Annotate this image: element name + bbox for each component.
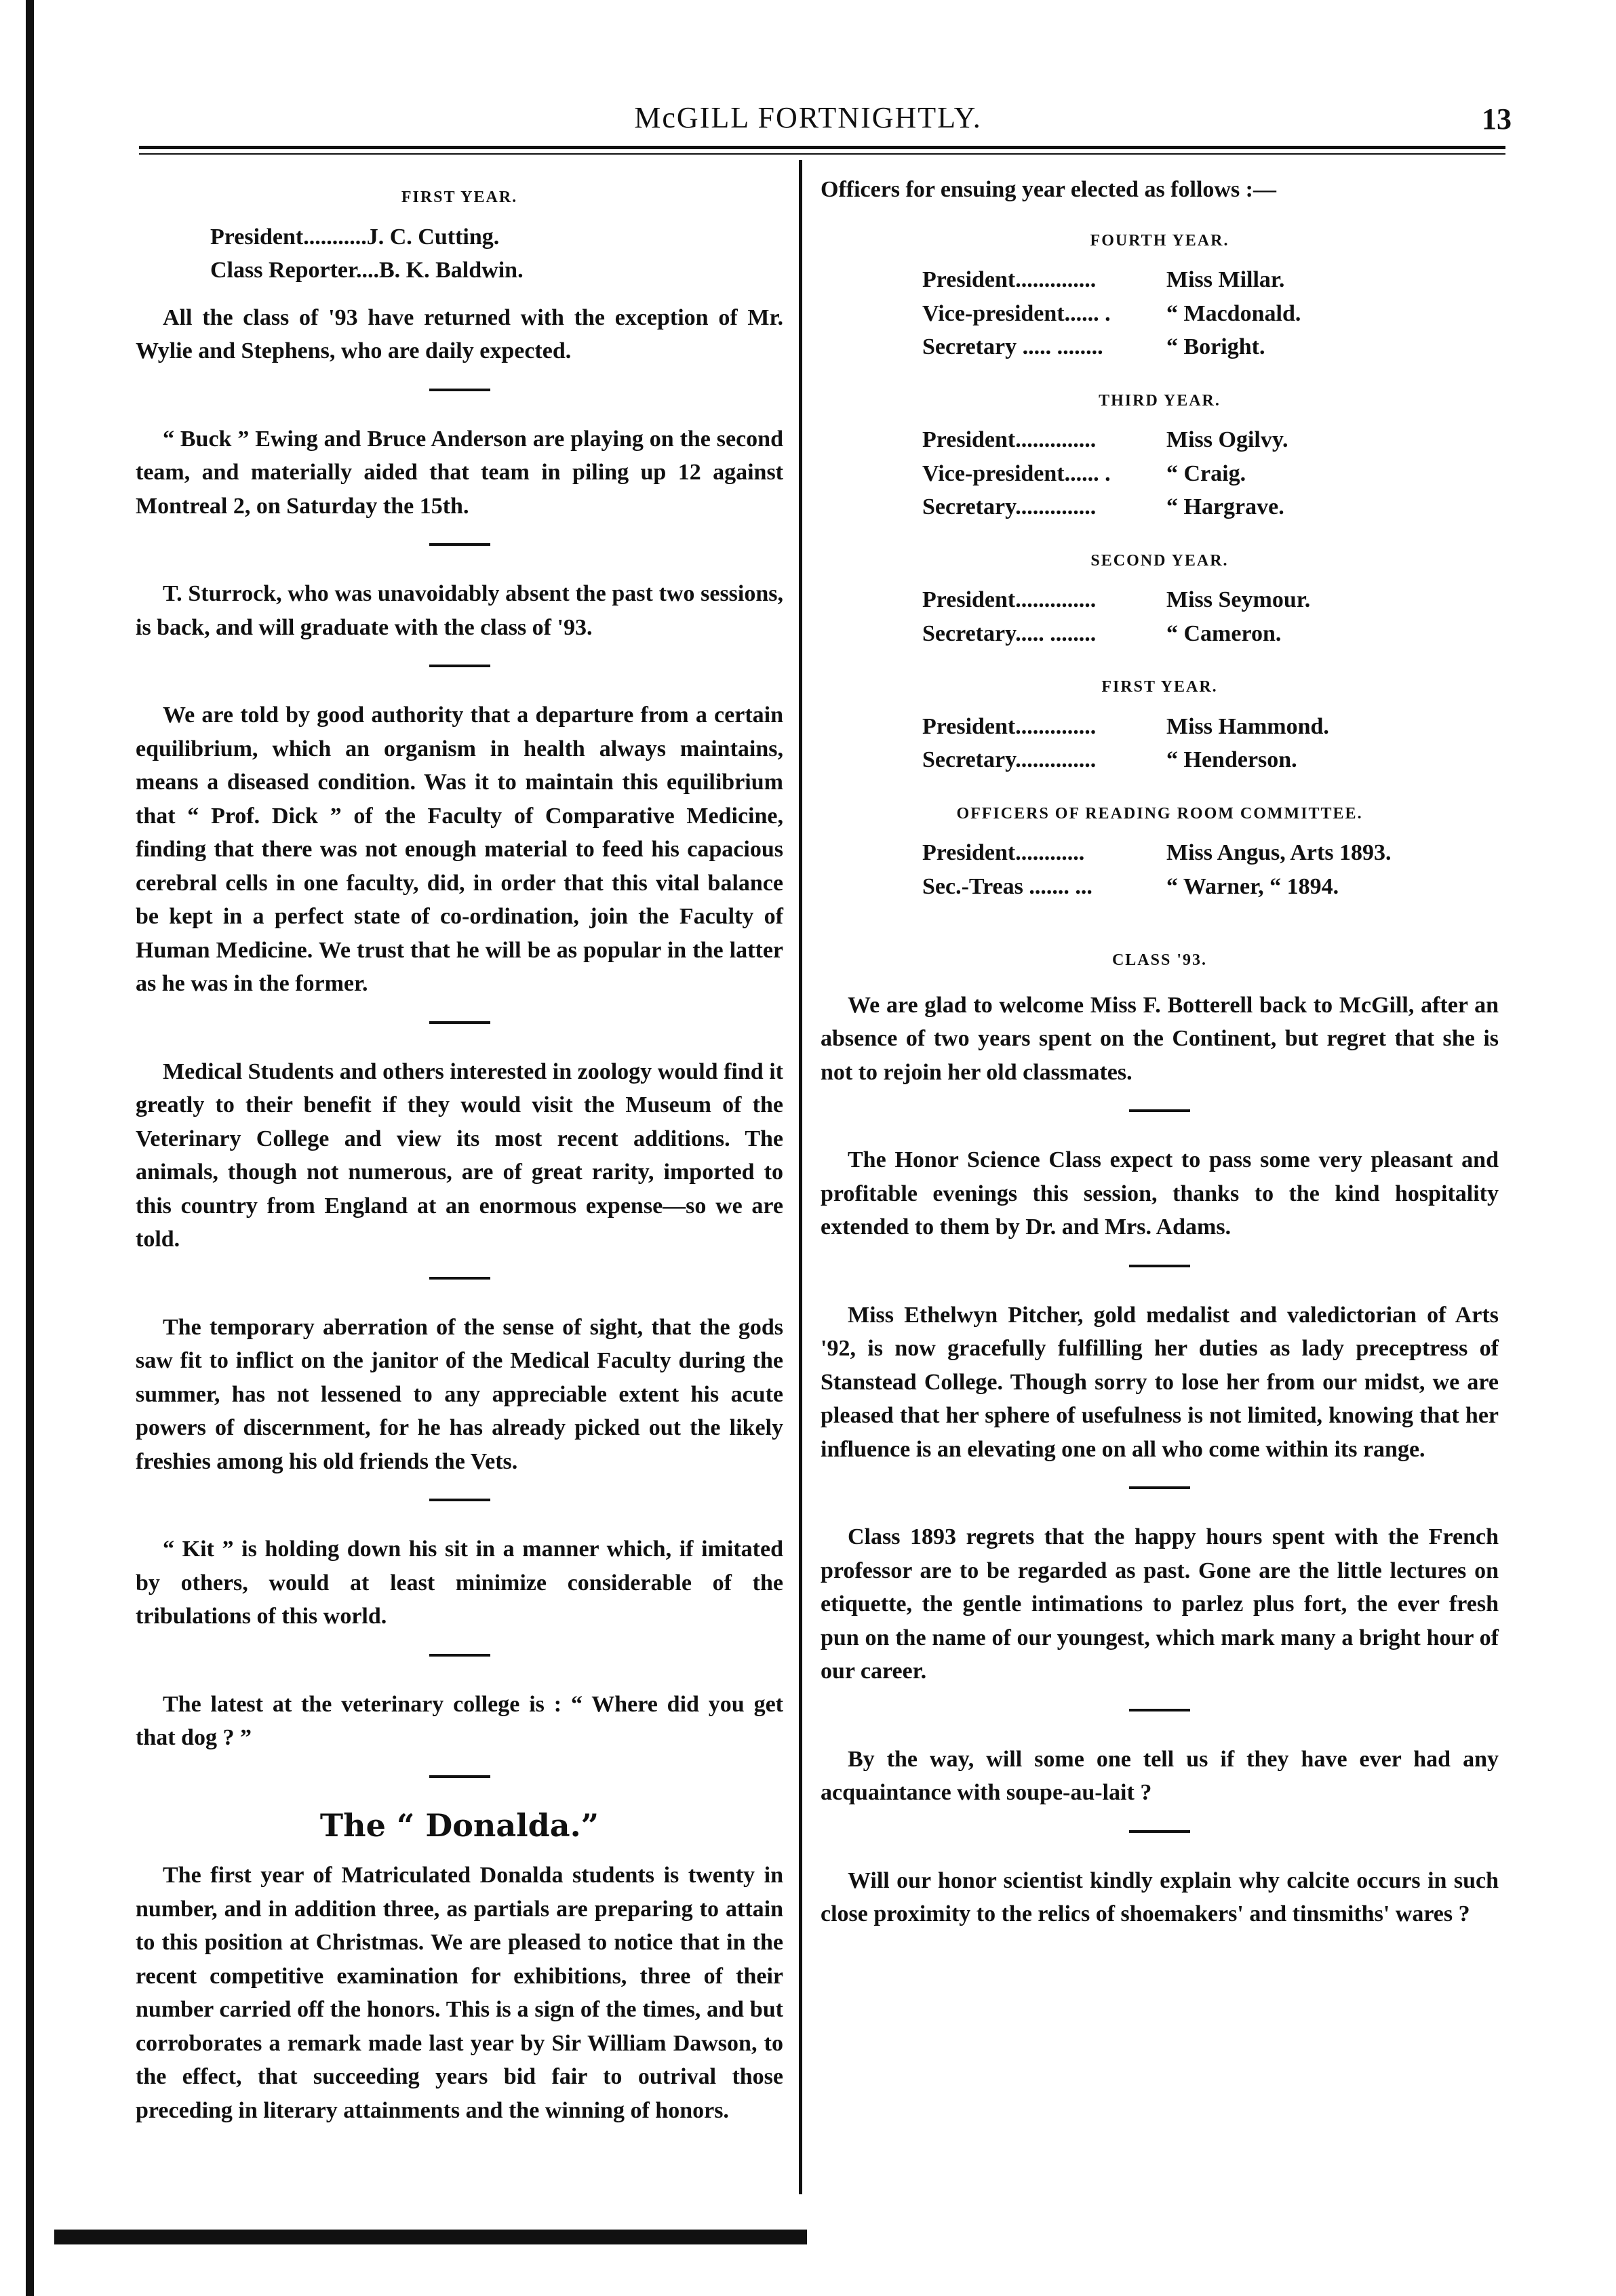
officer-row (922, 583, 1499, 617)
officer-role: Class Reporter.... (210, 258, 379, 283)
officer-role: Sec.-Treas ....... ... (922, 873, 1092, 899)
officer-row (922, 870, 1499, 904)
officer-row (922, 297, 1499, 331)
news-paragraph: We are glad to welcome Miss F. Botterell back to McGill, after an absence of two years spent on the Continent, but regret that she is not to rejoin her old classmates. (821, 992, 1499, 1085)
separator-rule (429, 543, 490, 546)
news-paragraph: Medical Students and others interested in zoology would find it greatly to their benefit if they would visit the Museum of the Veterinary College and view its most recent additions. The animals, though not numerous, are of great rarity, imported to this country from England at an enormous expense—so we are told. (136, 1058, 783, 1252)
page-binding-edge (26, 0, 34, 2296)
officer-name: B. K. Baldwin. (379, 258, 524, 283)
news-paragraph: “ Kit ” is holding down his sit in a manner which, if imitated by others, would at least minimize considerable of the tribulations of this world. (136, 1537, 783, 1629)
officer-role: President.............. (922, 267, 1097, 292)
column-divider (799, 160, 802, 2194)
left-column (136, 173, 783, 2134)
officer-role: President.............. (922, 713, 1097, 739)
officer-row (922, 490, 1499, 524)
right-column (821, 173, 1499, 1938)
officer-row (210, 254, 783, 288)
news-paragraph: “ Buck ” Ewing and Bruce Anderson are playing on the second team, and materially aided that team in piling up 12 against Montreal 2, on Saturday the 15th. (136, 426, 783, 519)
news-paragraph: Class 1893 regrets that the happy hours spent with the French professor are to be regarded as past. Gone are the little lectures on etiquette, the gentle intimations to parlez plus fort, the ever fresh pun on the name of our youngest, which mark many a bright hour of our career. (821, 1524, 1499, 1684)
officer-name: “ Cameron. (1166, 620, 1282, 646)
page-header-title: McGILL FORTNIGHTLY. (634, 101, 982, 134)
year-heading: SECOND YEAR. (1090, 551, 1229, 570)
officer-role: Vice-president...... . (922, 300, 1111, 326)
officer-row (922, 330, 1499, 364)
news-paragraph: T. Sturrock, who was unavoidably absent the past two sessions, is back, and will graduate with the class of '93. (136, 581, 783, 640)
news-paragraph: The temporary aberration of the sense of sight, that the gods saw fit to inflict on the janitor of the Medical Faculty during the summer, has not lessened to any appreciable extent his acute powers of discernment, for he has already picked out the likely freshies among his old friends the Vets. (136, 1314, 783, 1474)
officer-name: “ Boright. (1166, 334, 1265, 359)
officer-row (922, 710, 1499, 744)
separator-rule (429, 1775, 490, 1778)
officer-role: President.............. (922, 427, 1097, 452)
class-93-heading: CLASS '93. (1111, 951, 1208, 969)
year-heading: THIRD YEAR. (1099, 391, 1221, 410)
officer-role: Secretary ..... ........ (922, 334, 1103, 359)
separator-rule (429, 389, 490, 391)
officer-row (922, 457, 1499, 491)
officer-row (922, 263, 1499, 297)
donalda-paragraph: The first year of Matriculated Donalda students is twenty in number, and in addition three, as partials are preparing to attain to this position at Christmas. We are pleased to notice that in the recent competitive examination for exhibitions, three of their number carried off the honors. This is a sign of the times, and but corroborates a remark made last year by Sir William Dawson, to the effect, that succeeding years bid fair to outrival those preceding in literary attainments and the winning of honors. (136, 1863, 783, 2123)
officer-name: Miss Angus, Arts 1893. (1166, 840, 1392, 865)
header-rule (139, 146, 1505, 149)
officer-name: Miss Seymour. (1166, 587, 1311, 612)
officer-name: “ Warner, “ 1894. (1166, 873, 1339, 899)
separator-rule (429, 1499, 490, 1501)
donalda-section-title: The “ Donalda.” (319, 1806, 599, 1844)
first-year-heading: FIRST YEAR. (401, 189, 518, 206)
officer-role: Secretary.............. (922, 747, 1097, 772)
news-paragraph: The latest at the veterinary college is : “ Where did you get that dog ? ” (136, 1691, 783, 1750)
committee-heading: OFFICERS OF READING ROOM COMMITTEE. (956, 804, 1363, 823)
separator-rule (429, 665, 490, 667)
news-paragraph: Will our honor scientist kindly explain why calcite occurs in such close proximity to the relics of shoemakers' and tinsmiths' wares ? (821, 1867, 1499, 1926)
separator-rule (1129, 1265, 1190, 1267)
officer-name: “ Hargrave. (1166, 494, 1284, 519)
officer-name: “ Craig. (1166, 460, 1246, 486)
officer-name: “ Macdonald. (1166, 300, 1301, 326)
news-paragraph: Miss Ethelwyn Pitcher, gold medalist and valedictorian of Arts '92, is now gracefully fulfilling her duties as lady preceptress of Stanstead College. Though sorry to lose her from our midst, we are pleased that her sphere of usefulness is not limited, knowing that her influence is an elevating one on all who come within its range. (821, 1302, 1499, 1462)
separator-rule (1129, 1486, 1190, 1489)
separator-rule (1129, 1709, 1190, 1711)
officer-name: J. C. Cutting. (366, 224, 500, 250)
header-rule-thin (139, 153, 1505, 155)
officer-row (922, 617, 1499, 651)
news-paragraph: By the way, will some one tell us if they have ever had any acquaintance with soupe-au-lait ? (821, 1746, 1499, 1805)
separator-rule (429, 1277, 490, 1280)
officer-row (210, 220, 783, 254)
separator-rule (429, 1654, 490, 1657)
separator-rule (429, 1021, 490, 1024)
officer-role: President........... (210, 224, 367, 250)
officer-role: Vice-president...... . (922, 460, 1111, 486)
page-number: 13 (1482, 102, 1512, 136)
officer-name: Miss Hammond. (1166, 713, 1329, 739)
separator-rule (1129, 1830, 1190, 1833)
news-paragraph: The Honor Science Class expect to pass some very pleasant and profitable evenings this session, thanks to the kind hospitality extended to them by Dr. and Mrs. Adams. (821, 1147, 1499, 1240)
officer-role: Secretary..... ........ (922, 620, 1097, 646)
year-heading: FIRST YEAR. (1101, 678, 1218, 696)
year-heading: FOURTH YEAR. (1090, 231, 1229, 250)
officer-name: Miss Ogilvy. (1166, 427, 1288, 452)
officer-role: Secretary.............. (922, 494, 1097, 519)
news-paragraph: We are told by good authority that a departure from a certain equilibrium, which an organism in health always maintains, means a diseased condition. Was it to maintain this equilibrium that “ Prof. Dick ” of the Faculty of Comparative Medicine, finding that there was not enough material to feed his capacious cerebral cells in one faculty, did, in order that this vital balance be kept in a perfect state of co-ordination, join the Faculty of Human Medicine. We trust that he will be as popular in the latter as he was in the former. (136, 702, 783, 996)
officer-row (922, 423, 1499, 457)
officer-name: Miss Millar. (1166, 267, 1285, 292)
officer-row (922, 836, 1499, 870)
news-paragraph: All the class of '93 have returned with the exception of Mr. Wylie and Stephens, who are daily expected. (136, 304, 783, 363)
officer-row (922, 743, 1499, 777)
officers-intro: Officers for ensuing year elected as follows :— (821, 177, 1276, 202)
officer-role: President.............. (922, 587, 1097, 612)
separator-rule (1129, 1109, 1190, 1112)
officer-name: “ Henderson. (1166, 747, 1297, 772)
officer-role: President............ (922, 840, 1085, 865)
footer-rule (54, 2230, 807, 2244)
